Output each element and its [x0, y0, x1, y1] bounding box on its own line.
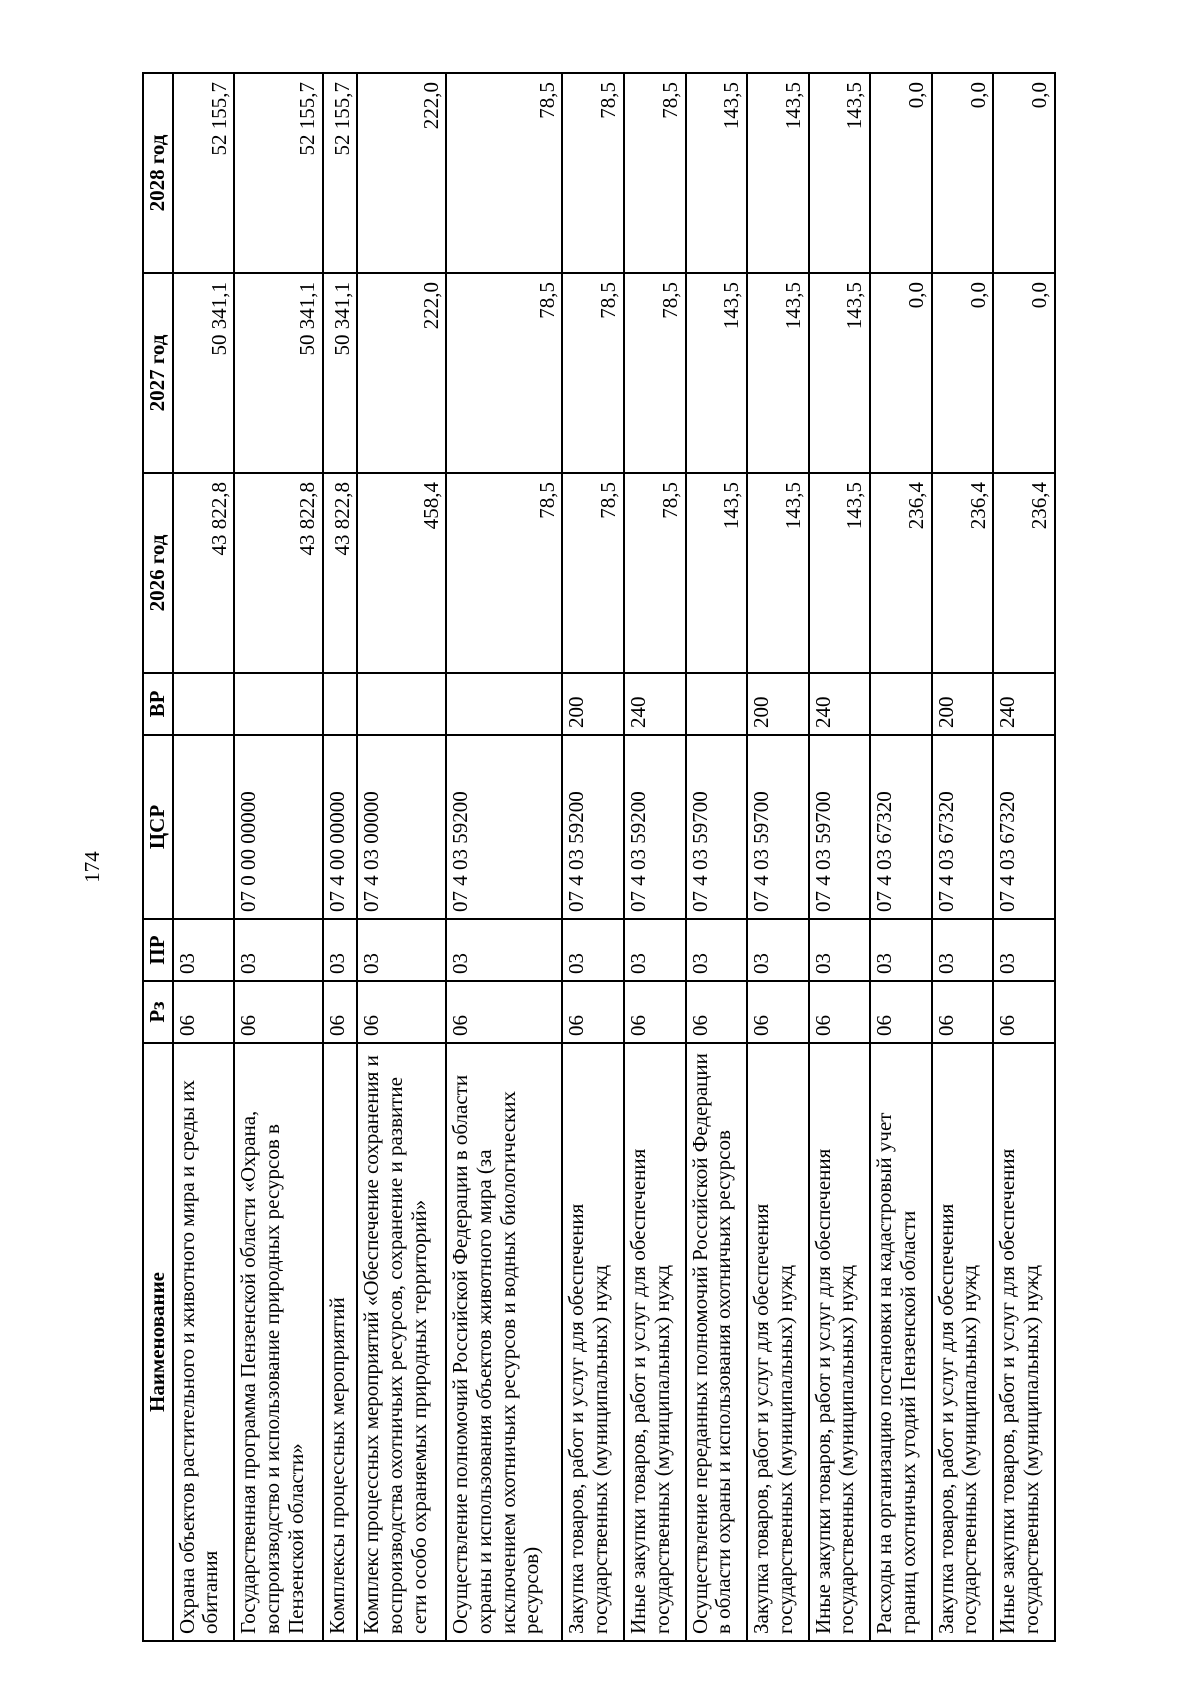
cell-rz: 06	[809, 981, 871, 1043]
cell-rz: 06	[747, 981, 809, 1043]
cell-vr: 200	[932, 673, 994, 735]
cell-2027: 143,5	[809, 273, 871, 473]
cell-2026: 78,5	[562, 473, 624, 673]
cell-2028: 222,0	[357, 73, 446, 273]
col-header-name: Наименование	[143, 1043, 173, 1641]
col-header-vr: ВР	[143, 673, 173, 735]
cell-2027: 0,0	[932, 273, 994, 473]
cell-csr: 07 4 03 59700	[747, 735, 809, 919]
cell-2026: 458,4	[357, 473, 446, 673]
col-header-pr: ПР	[143, 919, 173, 981]
cell-rz: 06	[993, 981, 1055, 1043]
cell-csr: 07 4 03 67320	[932, 735, 994, 919]
cell-rz: 06	[446, 981, 562, 1043]
table-row	[686, 73, 748, 1641]
cell-2028: 52 155,7	[234, 73, 323, 273]
cell-rz: 06	[932, 981, 994, 1043]
table-row	[173, 73, 235, 1641]
cell-2027: 143,5	[686, 273, 748, 473]
cell-2026: 143,5	[686, 473, 748, 673]
cell-2027: 50 341,1	[234, 273, 323, 473]
cell-2028: 0,0	[932, 73, 994, 273]
cell-rz: 06	[870, 981, 932, 1043]
cell-2028: 52 155,7	[323, 73, 357, 273]
cell-2026: 43 822,8	[173, 473, 235, 673]
cell-name: Государственная программа Пензенской области «Охрана, воспроизводство и использование природных ресурсов в Пензенской области»	[234, 1043, 323, 1641]
cell-csr: 07 4 03 59200	[446, 735, 562, 919]
cell-vr: 200	[562, 673, 624, 735]
cell-name: Закупка товаров, работ и услуг для обеспечения государственных (муниципальных) нужд	[562, 1043, 624, 1641]
cell-vr: 240	[624, 673, 686, 735]
cell-name: Закупка товаров, работ и услуг для обеспечения государственных (муниципальных) нужд	[932, 1043, 994, 1641]
cell-2026: 236,4	[932, 473, 994, 673]
cell-vr: 240	[809, 673, 871, 735]
cell-2027: 222,0	[357, 273, 446, 473]
cell-rz: 06	[234, 981, 323, 1043]
cell-2027: 50 341,1	[323, 273, 357, 473]
table-body	[173, 73, 1055, 1641]
cell-pr: 03	[686, 919, 748, 981]
cell-2026: 43 822,8	[323, 473, 357, 673]
cell-2027: 78,5	[624, 273, 686, 473]
cell-2027: 0,0	[993, 273, 1055, 473]
cell-pr: 03	[562, 919, 624, 981]
cell-vr: 240	[993, 673, 1055, 735]
cell-name: Иные закупки товаров, работ и услуг для обеспечения государственных (муниципальных) нужд	[993, 1043, 1055, 1641]
table-row	[932, 73, 994, 1641]
cell-rz: 06	[562, 981, 624, 1043]
cell-vr	[173, 673, 235, 735]
cell-name: Иные закупки товаров, работ и услуг для обеспечения государственных (муниципальных) нужд	[624, 1043, 686, 1641]
cell-2026: 236,4	[870, 473, 932, 673]
cell-pr: 03	[624, 919, 686, 981]
cell-csr: 07 4 00 00000	[323, 735, 357, 919]
cell-2026: 236,4	[993, 473, 1055, 673]
cell-2026: 78,5	[624, 473, 686, 673]
cell-name: Охрана объектов растительного и животного мира и среды их обитания	[173, 1043, 235, 1641]
cell-pr: 03	[993, 919, 1055, 981]
cell-name: Закупка товаров, работ и услуг для обеспечения государственных (муниципальных) нужд	[747, 1043, 809, 1641]
cell-vr	[234, 673, 323, 735]
cell-2026: 143,5	[809, 473, 871, 673]
table-row	[747, 73, 809, 1641]
cell-2028: 0,0	[993, 73, 1055, 273]
cell-csr: 07 4 03 59200	[562, 735, 624, 919]
cell-2028: 78,5	[446, 73, 562, 273]
cell-csr: 07 4 03 67320	[993, 735, 1055, 919]
table-row	[870, 73, 932, 1641]
col-header-rz: Рз	[143, 981, 173, 1043]
cell-2027: 0,0	[870, 273, 932, 473]
cell-vr	[686, 673, 748, 735]
cell-2028: 143,5	[747, 73, 809, 273]
table-container	[142, 72, 1056, 1642]
cell-2028: 52 155,7	[173, 73, 235, 273]
cell-pr: 03	[173, 919, 235, 981]
cell-pr: 03	[446, 919, 562, 981]
cell-vr	[357, 673, 446, 735]
cell-name: Комплекс процессных мероприятий «Обеспечение сохранения и воспроизводства охотничьих ресурсов, сохранение и развитие сети особо охраняемых природных территорий»	[357, 1043, 446, 1641]
cell-2028: 78,5	[562, 73, 624, 273]
cell-csr: 07 4 03 00000	[357, 735, 446, 919]
cell-2027: 78,5	[446, 273, 562, 473]
table-row	[323, 73, 357, 1641]
cell-2027: 143,5	[747, 273, 809, 473]
col-header-2028: 2028 год	[143, 73, 173, 273]
cell-pr: 03	[234, 919, 323, 981]
cell-name: Осуществление переданных полномочий Российской Федерации в области охраны и использования охотничьих ресурсов	[686, 1043, 748, 1641]
cell-2028: 143,5	[809, 73, 871, 273]
col-header-csr: ЦСР	[143, 735, 173, 919]
table-row	[562, 73, 624, 1641]
page-number: 174	[80, 851, 104, 883]
cell-pr: 03	[932, 919, 994, 981]
cell-name: Осуществление полномочий Российской Федерации в области охраны и использования объектов животного мира (за исключением охотничьих ресурсов и водных биологических ресурсов)	[446, 1043, 562, 1641]
col-header-2027: 2027 год	[143, 273, 173, 473]
col-header-2026: 2026 год	[143, 473, 173, 673]
cell-pr: 03	[747, 919, 809, 981]
cell-rz: 06	[323, 981, 357, 1043]
cell-2028: 143,5	[686, 73, 748, 273]
cell-2028: 0,0	[870, 73, 932, 273]
cell-csr: 07 0 00 00000	[234, 735, 323, 919]
cell-name: Комплексы процессных мероприятий	[323, 1043, 357, 1641]
cell-2026: 143,5	[747, 473, 809, 673]
cell-name: Расходы на организацию постановки на кадастровый учет границ охотничьих угодий Пензенской области	[870, 1043, 932, 1641]
cell-csr: 07 4 03 59200	[624, 735, 686, 919]
cell-pr: 03	[357, 919, 446, 981]
cell-csr: 07 4 03 59700	[809, 735, 871, 919]
cell-csr: 07 4 03 67320	[870, 735, 932, 919]
cell-2026: 78,5	[446, 473, 562, 673]
cell-2026: 43 822,8	[234, 473, 323, 673]
cell-vr	[870, 673, 932, 735]
cell-vr: 200	[747, 673, 809, 735]
cell-csr: 07 4 03 59700	[686, 735, 748, 919]
table-row	[993, 73, 1055, 1641]
cell-vr	[446, 673, 562, 735]
cell-2027: 50 341,1	[173, 273, 235, 473]
table-row	[624, 73, 686, 1641]
cell-csr	[173, 735, 235, 919]
cell-vr	[323, 673, 357, 735]
cell-pr: 03	[870, 919, 932, 981]
cell-pr: 03	[323, 919, 357, 981]
cell-rz: 06	[624, 981, 686, 1043]
cell-rz: 06	[173, 981, 235, 1043]
table-row	[446, 73, 562, 1641]
cell-rz: 06	[357, 981, 446, 1043]
table-row	[809, 73, 871, 1641]
cell-2027: 78,5	[562, 273, 624, 473]
cell-rz: 06	[686, 981, 748, 1043]
cell-name: Иные закупки товаров, работ и услуг для обеспечения государственных (муниципальных) нужд	[809, 1043, 871, 1641]
table-row	[357, 73, 446, 1641]
cell-2028: 78,5	[624, 73, 686, 273]
budget-table	[142, 72, 1056, 1642]
cell-pr: 03	[809, 919, 871, 981]
table-row	[234, 73, 323, 1641]
table-header-row	[143, 73, 173, 1641]
